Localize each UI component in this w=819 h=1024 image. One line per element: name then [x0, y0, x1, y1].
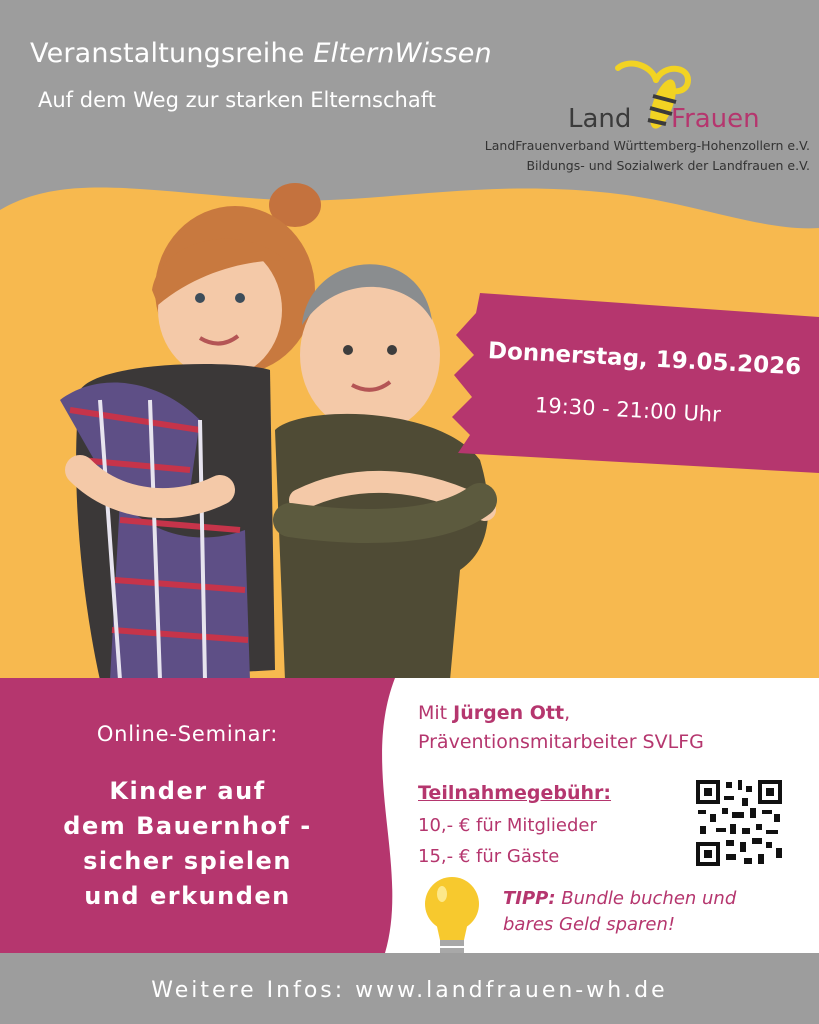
series-subtitle: Auf dem Weg zur starken Elternschaft	[38, 88, 436, 112]
fee-heading: Teilnahmegebühr:	[418, 782, 612, 804]
seminar-title-line: dem Bauernhof -	[63, 812, 312, 840]
qr-code[interactable]	[694, 778, 784, 868]
fee-members: 10,- € für Mitglieder	[418, 815, 597, 836]
seminar-title-line: Kinder auf	[109, 777, 266, 805]
logo-word-land: Land	[568, 104, 632, 134]
seminar-type: Online-Seminar:	[96, 722, 279, 746]
logo-word-frauen: Frauen	[671, 104, 760, 134]
children-photo	[40, 170, 510, 680]
date-banner	[450, 285, 819, 475]
org-name-line2: Bildungs- und Sozialwerk der Landfrauen e.V.	[526, 158, 810, 173]
speaker-line: Mit Jürgen Ott,	[418, 702, 571, 724]
speaker-name: Jürgen Ott	[453, 702, 565, 724]
event-time: 19:30 - 21:00 Uhr	[534, 393, 722, 427]
event-date: Donnerstag, 19.05.2026	[487, 338, 802, 381]
footer-link[interactable]: Weitere Infos: www.landfrauen-wh.de	[151, 978, 668, 1003]
speaker-role: Präventionsmitarbeiter SVLFG	[418, 731, 704, 753]
seminar-title-line: und erkunden	[84, 882, 291, 910]
fee-guests: 15,- € für Gäste	[418, 846, 560, 867]
series-title: Veranstaltungsreihe ElternWissen	[30, 38, 492, 69]
tip-label: TIPP:	[503, 888, 556, 909]
tip-text: TIPP: Bundle buchen und bares Geld sparen!	[503, 888, 737, 935]
seminar-title	[0, 774, 375, 914]
org-name-line1: LandFrauenverband Württemberg-Hohenzollern e.V.	[484, 138, 810, 153]
seminar-title-line: sicher spielen	[83, 847, 292, 875]
